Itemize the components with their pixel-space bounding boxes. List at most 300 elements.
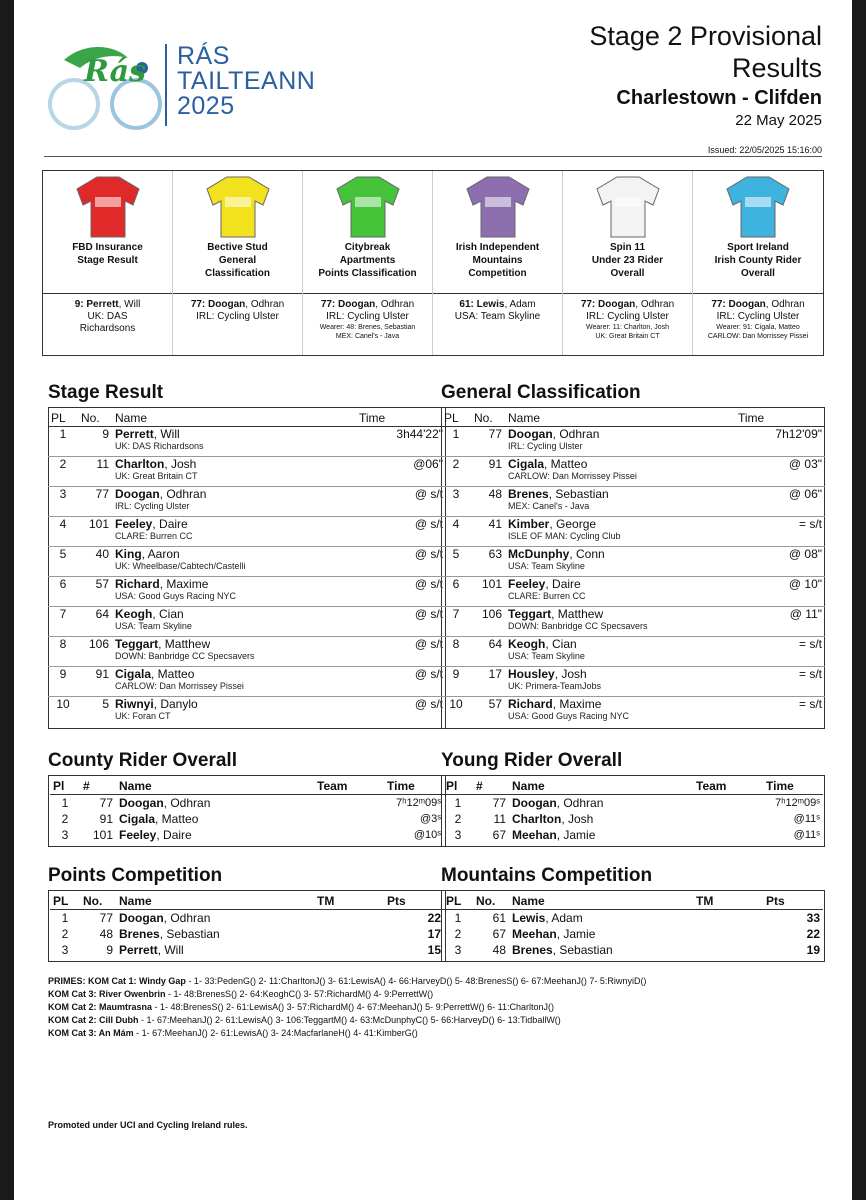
jersey-name-line: General <box>218 255 257 266</box>
young-table <box>443 778 823 843</box>
route-title: Charlestown - Clifden <box>616 87 822 109</box>
rider-surname: Brenes <box>512 943 553 957</box>
name-cell <box>112 636 356 666</box>
jersey-holder-team: IRL: Cycling Ulster <box>196 311 279 322</box>
points-cell: 19 <box>806 943 820 957</box>
number-cell: 77 <box>99 796 113 810</box>
rider-surname: Perrett <box>115 426 154 441</box>
jersey-name-line: Points Classification <box>318 268 417 279</box>
rider-firstname: , Josh <box>164 456 197 471</box>
rider-firstname: , Odhran <box>556 796 604 810</box>
place-cell: 8 <box>48 636 78 666</box>
column-header: No. <box>473 893 509 910</box>
table-row <box>50 942 444 958</box>
logo-line-3: 2025 <box>177 92 235 120</box>
name-cell <box>505 576 735 606</box>
table-header-row <box>48 410 446 426</box>
column-header: Pts <box>384 893 444 910</box>
time-cell: @ s/t <box>356 606 446 636</box>
table-row <box>443 910 823 927</box>
jersey-column <box>693 171 823 355</box>
rider-surname: Charlton <box>512 812 562 826</box>
jersey-holder-firstname: , Odhran <box>375 299 415 310</box>
rider-surname: Riwnyi <box>115 696 154 711</box>
column-header: TM <box>314 893 384 910</box>
rider-team: CARLOW: Dan Morrissey Pissei <box>508 470 637 481</box>
jersey-holder-number: 61: <box>459 299 477 310</box>
team-cell <box>693 926 763 942</box>
time-cell: @ s/t <box>356 696 446 726</box>
rider-surname: Doogan <box>512 796 557 810</box>
rider-surname: Cigala <box>119 812 156 826</box>
stage-date: 22 May 2025 <box>735 112 822 129</box>
time-cell: 7h12'09" <box>775 426 822 441</box>
rider-team: CLARE: Burren CC <box>508 590 586 601</box>
column-header: PL <box>48 410 78 426</box>
rider-surname: Keogh <box>115 606 153 621</box>
time-cell: @ 10" <box>735 576 825 606</box>
time-cell: 7ʰ12ᵐ09ˢ <box>396 797 441 809</box>
points-cell: 15 <box>427 943 441 957</box>
jersey-name-line: Apartments <box>339 255 396 266</box>
number-cell: 91 <box>99 812 113 826</box>
name-cell <box>505 606 735 636</box>
points-title: Points Competition <box>48 865 223 886</box>
jersey-holder-firstname: , Odhran <box>765 299 805 310</box>
place-cell: 7 <box>441 606 471 636</box>
table-row <box>441 486 825 516</box>
rider-firstname: , Daire <box>156 828 192 842</box>
jersey-wearer: Wearer: 48: Brenes, Sebastian <box>319 324 416 331</box>
prime-label: KOM Cat 2: Cill Dubh <box>48 1015 139 1025</box>
rider-surname: Charlton <box>115 456 165 471</box>
header-rule <box>44 156 822 157</box>
time-cell: @ s/t <box>356 546 446 576</box>
team-cell <box>693 827 763 843</box>
jersey-separator <box>43 293 172 294</box>
column-header: Time <box>735 410 825 426</box>
rider-firstname: , Sebastian <box>552 943 613 957</box>
jersey-holder-firstname: , Will <box>118 299 141 310</box>
rider-firstname: , Sebastian <box>548 486 609 501</box>
number-cell: 57 <box>78 576 112 606</box>
prime-line <box>48 988 818 1001</box>
name-cell <box>116 910 314 927</box>
table-row <box>48 426 446 456</box>
points-cell: 22 <box>806 927 820 941</box>
number-cell: 40 <box>78 546 112 576</box>
name-cell <box>116 811 314 827</box>
column-header: Pl <box>50 778 80 795</box>
jersey-name-line: FBD Insurance <box>72 242 143 253</box>
place-cell: 2 <box>454 812 462 826</box>
prime-line <box>48 1027 818 1040</box>
number-cell: 57 <box>471 696 505 726</box>
rider-team: UK: Primera-TeamJobs <box>508 680 602 691</box>
jersey-holder-team: IRL: Cycling Ulster <box>586 311 669 322</box>
time-cell: @ s/t <box>356 486 446 516</box>
number-cell: 63 <box>471 546 505 576</box>
place-cell: 3 <box>61 828 69 842</box>
jersey-icon <box>205 175 271 239</box>
name-cell <box>112 546 356 576</box>
rider-firstname: , Matthew <box>158 636 211 651</box>
prime-label: PRIMES: KOM Cat 1: Windy Gap <box>48 976 186 986</box>
rider-firstname: , Daire <box>152 516 188 531</box>
stage-title-2: Results <box>731 53 822 83</box>
place-cell: 1 <box>452 426 460 441</box>
name-cell <box>116 827 314 843</box>
rider-surname: Cigala <box>115 666 152 681</box>
place-cell: 7 <box>48 606 78 636</box>
name-cell <box>509 827 693 843</box>
column-header: Name <box>509 893 693 910</box>
table-row <box>50 926 444 942</box>
place-cell: 1 <box>454 911 462 925</box>
rider-team: IRL: Cycling Ulster <box>115 500 190 511</box>
place-cell: 1 <box>61 796 69 810</box>
place-cell: 6 <box>441 576 471 606</box>
jersey-name-line: Citybreak <box>344 242 391 253</box>
time-cell: 3h44'22" <box>396 426 443 441</box>
table-row <box>441 456 825 486</box>
jersey-name <box>693 241 823 280</box>
jersey-separator <box>303 293 432 294</box>
jersey-icon <box>465 175 531 239</box>
rider-surname: Feeley <box>119 828 157 842</box>
jersey-column <box>173 171 303 355</box>
number-cell: 11 <box>493 812 506 826</box>
rider-firstname: , Will <box>157 943 184 957</box>
number-cell: 17 <box>471 666 505 696</box>
jersey-holder-team: IRL: Cycling Ulster <box>716 311 800 322</box>
jersey-panel <box>42 170 824 356</box>
column-header: Team <box>314 778 384 795</box>
column-header: TM <box>693 893 763 910</box>
column-header: Pts <box>763 893 823 910</box>
number-cell: 64 <box>471 636 505 666</box>
column-header: PL <box>50 893 80 910</box>
place-cell: 1 <box>59 426 67 441</box>
number-cell: 61 <box>492 911 506 925</box>
place-cell: 2 <box>454 927 462 941</box>
table-row <box>441 696 825 726</box>
team-cell <box>693 795 763 812</box>
name-cell <box>505 486 735 516</box>
rider-surname: Meehan <box>512 828 557 842</box>
rider-firstname: , Adam <box>545 911 583 925</box>
rider-team: USA: Team Skyline <box>508 650 585 661</box>
county-table <box>50 778 444 843</box>
rider-firstname: , Josh <box>561 812 594 826</box>
name-cell <box>509 795 693 812</box>
race-logo <box>44 38 344 138</box>
prime-results: - 1- 67:MeehanJ() 2- 61:LewisA() 3- 106:TeggartM() 4- 63:McDunphyC() 5- 66:HarveyD() 6- 13:TidballW() <box>138 1015 561 1025</box>
number-cell: 48 <box>471 486 505 516</box>
column-header: PL <box>441 410 471 426</box>
number-cell: 41 <box>471 516 505 546</box>
team-cell <box>314 811 384 827</box>
place-cell: 5 <box>48 546 78 576</box>
number-cell: 91 <box>78 666 112 696</box>
table-header-row <box>443 778 823 795</box>
table-row <box>441 546 825 576</box>
place-cell: 8 <box>441 636 471 666</box>
rider-team: USA: Good Guys Racing NYC <box>115 590 237 601</box>
name-cell <box>112 606 356 636</box>
time-cell: 7ʰ12ᵐ09ˢ <box>775 797 820 809</box>
stage-result-table <box>48 410 446 726</box>
number-cell: 48 <box>492 943 506 957</box>
jersey-column <box>303 171 433 355</box>
team-cell <box>314 910 384 927</box>
rider-team: UK: DAS Richardsons <box>115 440 204 451</box>
rider-team: CARLOW: Dan Morrissey Pissei <box>115 680 244 691</box>
place-cell: 3 <box>441 486 471 516</box>
table-row <box>443 926 823 942</box>
table-row <box>443 827 823 843</box>
time-cell: @ 03" <box>735 456 825 486</box>
place-cell: 2 <box>441 456 471 486</box>
team-cell <box>314 926 384 942</box>
rider-firstname: , Josh <box>554 666 587 681</box>
jersey-name <box>173 241 302 280</box>
team-cell <box>314 795 384 812</box>
jersey-icon <box>335 175 401 239</box>
table-header-row <box>50 893 444 910</box>
rider-firstname: , Matteo <box>544 456 588 471</box>
jersey-icon <box>595 175 661 239</box>
column-header: Time <box>763 778 823 795</box>
place-cell: 1 <box>454 796 462 810</box>
column-header: Name <box>505 410 735 426</box>
gc-table <box>441 410 825 726</box>
jersey-holder-number: 77: <box>190 299 209 310</box>
team-cell <box>314 827 384 843</box>
column-header: # <box>80 778 116 795</box>
table-row <box>48 666 446 696</box>
column-header: Name <box>112 410 356 426</box>
jersey-separator <box>693 293 823 294</box>
time-cell: @11ˢ <box>793 829 820 841</box>
jersey-separator <box>173 293 302 294</box>
number-cell: 9 <box>106 943 113 957</box>
name-cell <box>116 942 314 958</box>
points-cell: 22 <box>427 911 441 925</box>
rider-surname: King <box>115 546 142 561</box>
jersey-name-line: Bective Stud <box>207 242 268 253</box>
prime-label: KOM Cat 3: An Mám <box>48 1028 134 1038</box>
jersey-name-line: Mountains <box>472 255 523 266</box>
jersey-holder-surname: Doogan <box>598 299 636 310</box>
column-header: Name <box>116 778 314 795</box>
time-cell: @ s/t <box>356 666 446 696</box>
name-cell <box>112 666 356 696</box>
column-header: Name <box>509 778 693 795</box>
time-cell: = s/t <box>735 696 825 726</box>
place-cell: 3 <box>454 943 462 957</box>
team-cell <box>693 942 763 958</box>
mountains-table <box>443 893 823 958</box>
table-row <box>441 606 825 636</box>
place-cell: 6 <box>48 576 78 606</box>
table-row <box>48 696 446 726</box>
time-cell: @ 08" <box>735 546 825 576</box>
jersey-holder <box>307 299 428 341</box>
time-cell: = s/t <box>735 636 825 666</box>
logo-word: Rás <box>84 54 146 89</box>
place-cell: 4 <box>441 516 471 546</box>
jersey-column <box>43 171 173 355</box>
rider-firstname: , George <box>549 516 597 531</box>
number-cell: 77 <box>492 796 506 810</box>
table-row <box>441 576 825 606</box>
name-cell <box>509 926 693 942</box>
jersey-holder-firstname: , Odhran <box>635 299 675 310</box>
column-header: # <box>473 778 509 795</box>
jersey-wearer: Wearer: 11: Charlton, Josh <box>585 324 669 331</box>
rider-surname: Housley <box>508 666 555 681</box>
name-cell <box>112 576 356 606</box>
name-cell <box>505 546 735 576</box>
rider-firstname: , Conn <box>569 546 605 561</box>
issued-timestamp: Issued: 22/05/2025 15:16:00 <box>707 145 822 155</box>
jersey-name-line: Spin 11 <box>609 242 645 253</box>
prime-results: - 1- 48:BrenesS() 2- 64:KeoghC() 3- 57:RichardM() 4- 9:PerrettW() <box>165 989 434 999</box>
rider-firstname: , Cian <box>545 636 577 651</box>
table-row <box>443 942 823 958</box>
rider-firstname: , Danylo <box>153 696 198 711</box>
number-cell: 106 <box>471 606 505 636</box>
number-cell: 77 <box>488 426 502 441</box>
rider-team: UK: Wheelbase/Cabtech/Castelli <box>115 560 246 571</box>
number-cell: 77 <box>78 486 112 516</box>
name-cell <box>112 426 356 456</box>
rider-surname: Doogan <box>119 911 164 925</box>
prime-results: - 1- 48:BrenesS() 2- 61:LewisA() 3- 57:RichardM() 4- 67:MeehanJ() 5- 9:PerrettW() 6- 11:CharltonJ() <box>152 1002 554 1012</box>
jersey-holder-name <box>177 299 298 311</box>
place-cell: 2 <box>61 812 69 826</box>
rider-firstname: , Matteo <box>151 666 195 681</box>
rider-firstname: , Maxime <box>159 576 209 591</box>
time-cell: = s/t <box>735 666 825 696</box>
rider-team: CLARE: Burren CC <box>115 530 193 541</box>
rider-surname: Lewis <box>512 911 546 925</box>
time-cell: @ s/t <box>356 576 446 606</box>
name-cell <box>112 516 356 546</box>
column-header: No. <box>80 893 116 910</box>
rider-surname: Kimber <box>508 516 550 531</box>
name-cell <box>505 636 735 666</box>
rider-surname: Meehan <box>512 927 557 941</box>
number-cell: 9 <box>102 426 109 441</box>
jersey-holder <box>437 299 558 323</box>
table-row <box>50 795 444 812</box>
place-cell: 10 <box>48 696 78 726</box>
column-header: Time <box>384 778 444 795</box>
jersey-holder-firstname: , Odhran <box>245 299 285 310</box>
rider-team: USA: Good Guys Racing NYC <box>508 710 630 721</box>
rider-firstname: , Matthew <box>551 606 604 621</box>
table-row <box>441 516 825 546</box>
rider-firstname: , Maxime <box>552 696 602 711</box>
place-cell: 1 <box>61 911 69 925</box>
number-cell: 77 <box>99 911 113 925</box>
prime-results: - 1- 33:PedenG() 2- 11:CharltonJ() 3- 61:LewisA() 4- 66:HarveyD() 5- 48:BrenesS() 6- 67:MeehanJ() 7- 5:RiwnyiD() <box>185 976 647 986</box>
place-cell: 2 <box>61 927 69 941</box>
jersey-name <box>303 241 432 280</box>
name-cell <box>505 666 735 696</box>
prime-line <box>48 1014 818 1027</box>
table-row <box>443 811 823 827</box>
jersey-name-line: Irish County Rider <box>714 255 802 266</box>
table-row <box>48 516 446 546</box>
place-cell: 3 <box>48 486 78 516</box>
table-row <box>441 636 825 666</box>
rider-surname: Brenes <box>119 927 160 941</box>
jersey-name <box>43 241 172 267</box>
logo-divider <box>165 44 167 126</box>
rider-surname: Perrett <box>119 943 158 957</box>
table-row <box>48 456 446 486</box>
rider-team: ISLE OF MAN: Cycling Club <box>508 530 621 541</box>
column-header: Time <box>356 410 446 426</box>
prime-label: KOM Cat 2: Maumtrasna <box>48 1002 153 1012</box>
rider-firstname: , Daire <box>545 576 581 591</box>
name-cell <box>505 516 735 546</box>
rider-firstname: , Cian <box>152 606 184 621</box>
jersey-name <box>563 241 692 280</box>
jersey-holder <box>697 299 819 341</box>
time-cell: @11ˢ <box>793 813 820 825</box>
table-row <box>48 636 446 666</box>
table-header-row <box>441 410 825 426</box>
name-cell <box>505 696 735 726</box>
rider-team: UK: Great Britain CT <box>115 470 198 481</box>
name-cell <box>509 942 693 958</box>
table-row <box>48 486 446 516</box>
number-cell: 64 <box>78 606 112 636</box>
column-header: Name <box>116 893 314 910</box>
rider-surname: Teggart <box>115 636 159 651</box>
jersey-holder-surname: Lewis <box>476 299 505 310</box>
jersey-holder-firstname: , Adam <box>504 299 536 310</box>
column-header: PL <box>443 893 473 910</box>
jersey-name-line: Under 23 Rider <box>591 255 664 266</box>
primes-list <box>48 975 818 1040</box>
jersey-holder-team: IRL: Cycling Ulster <box>326 311 409 322</box>
rider-surname: Richard <box>115 576 160 591</box>
prime-line <box>48 1001 818 1014</box>
table-row <box>48 606 446 636</box>
county-title: County Rider Overall <box>48 750 237 771</box>
time-cell: @06" <box>356 456 446 486</box>
jersey-wearer-team: MEX: Canel's - Java <box>335 333 400 340</box>
name-cell <box>505 456 735 486</box>
number-cell: 101 <box>78 516 112 546</box>
number-cell: 101 <box>471 576 505 606</box>
jersey-name-line: Irish Independent <box>455 242 540 253</box>
rider-team: USA: Team Skyline <box>508 560 585 571</box>
team-cell <box>693 910 763 927</box>
jersey-icon <box>725 175 791 239</box>
jersey-holder <box>47 299 168 335</box>
rider-firstname: , Jamie <box>556 927 596 941</box>
jersey-holder-team: Richardsons <box>79 323 136 334</box>
number-cell: 67 <box>492 828 506 842</box>
number-cell: 11 <box>78 456 112 486</box>
table-row <box>443 795 823 812</box>
